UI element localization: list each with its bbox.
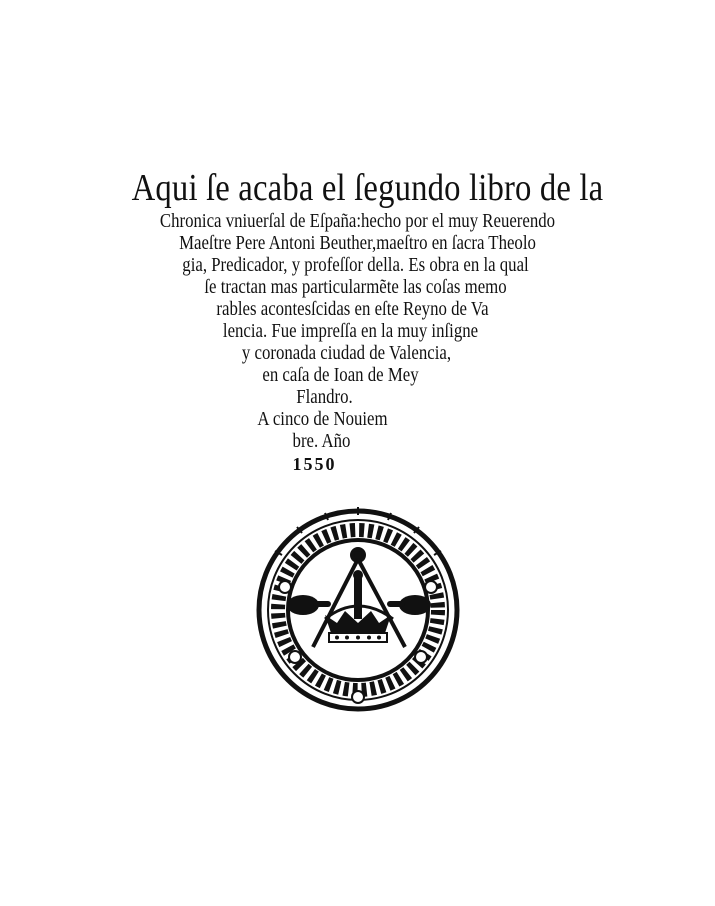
colophon-line: A cinco de Nouiem — [257, 408, 388, 430]
colophon-line: y coronada ciudad de Valencia, — [241, 342, 452, 364]
colophon-line: Maeſtre Pere Antoni Beuther,maeſtro en ſacra Theolo — [179, 232, 536, 254]
colophon-line: en caſa de Ioan de Mey — [262, 364, 419, 386]
printer-mark-woodcut — [255, 507, 461, 713]
colophon-year: 1550 — [292, 454, 337, 474]
colophon-line: rables acontesſcidas en eſte Reyno de Va — [216, 298, 489, 320]
colophon-line: Flandro. — [296, 386, 353, 408]
colophon-line: ſe tractan mas particularmẽte las coſas memo — [204, 276, 507, 298]
colophon-text — [0, 166, 715, 476]
colophon-title: Aqui ſe acaba el ſegundo libro de la — [131, 167, 604, 209]
colophon-line: Chronica vniuerſal de Eſpaña:hecho por el muy Reuerendo — [159, 210, 556, 232]
colophon-line: bre. Año — [292, 430, 351, 452]
colophon-line: gia, Predicador, y profeſſor della. Es obra en la qual — [182, 254, 529, 276]
colophon-line: lencia. Fue impreſſa en la muy inſigne — [222, 320, 479, 342]
